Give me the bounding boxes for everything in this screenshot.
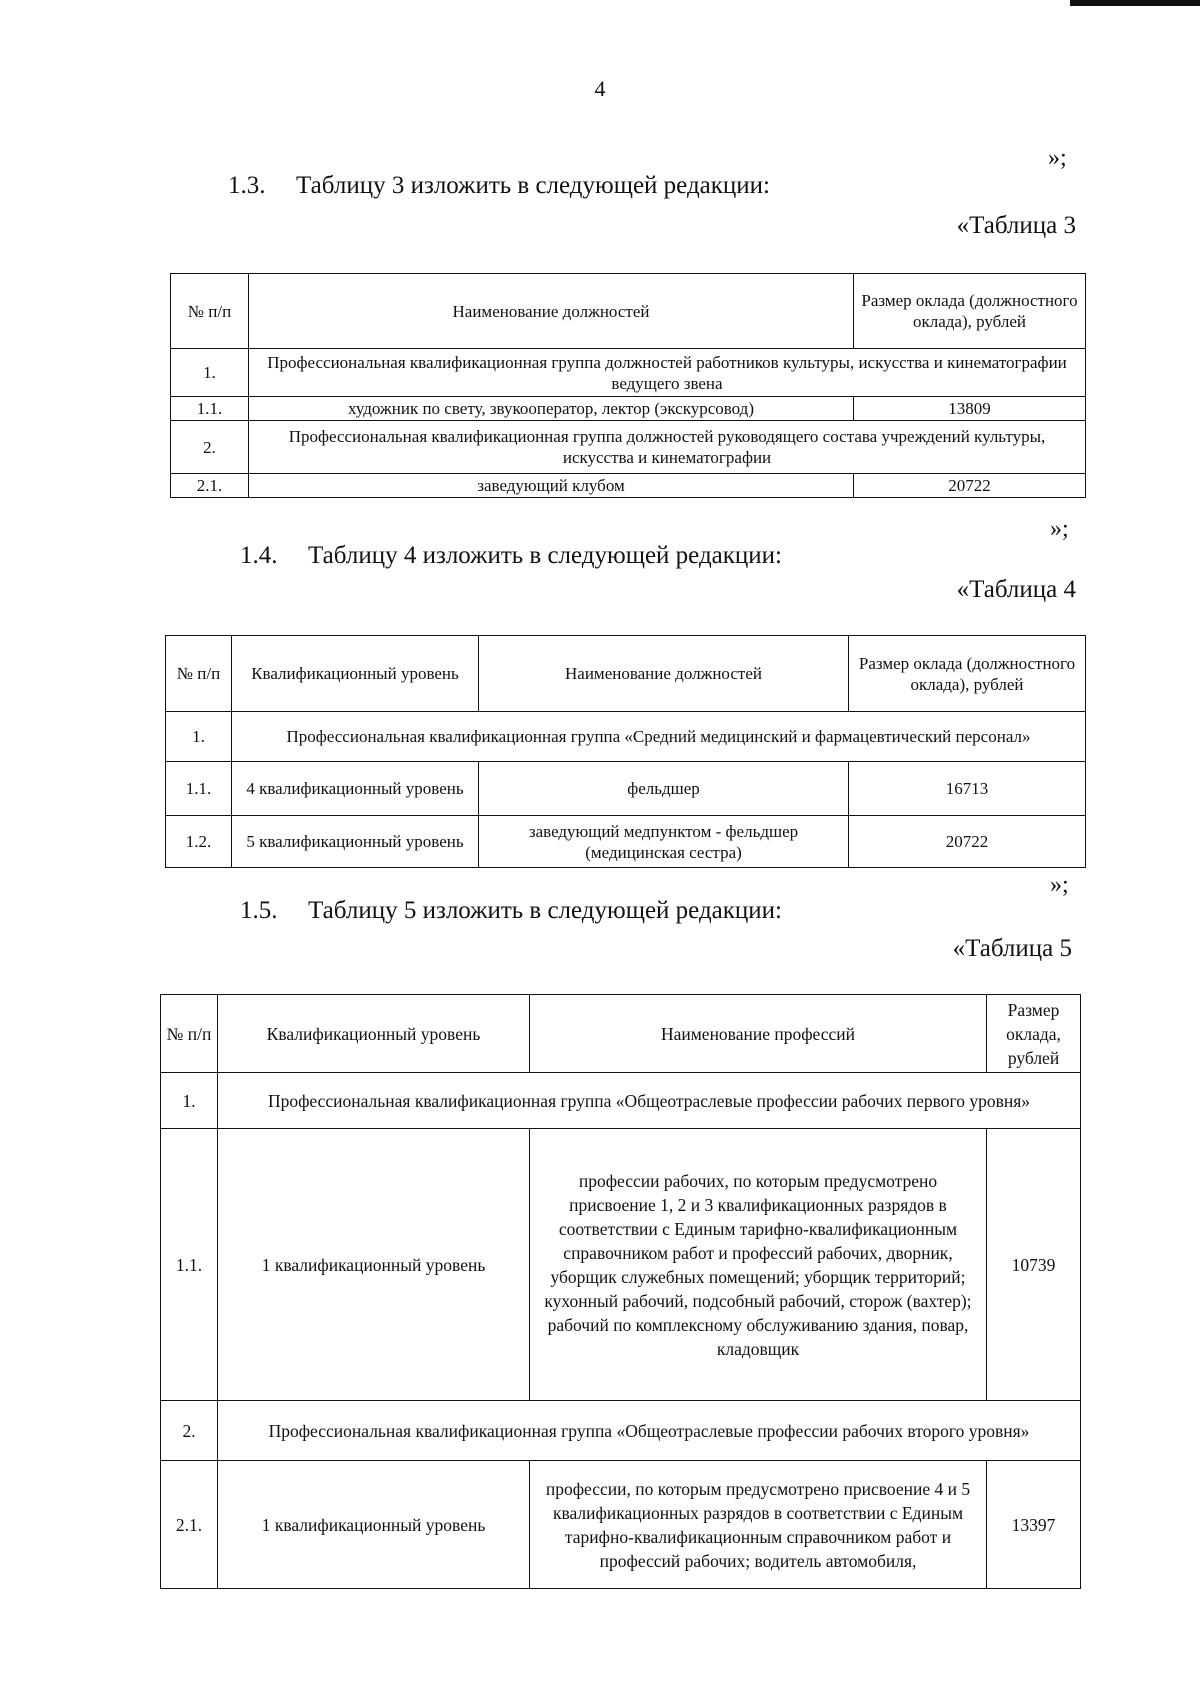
group-title: Профессиональная квалификационная группа «Общеотраслевые профессии рабочих первого уровня» [218,1073,1081,1129]
position-name: заведующий клубом [249,474,854,498]
qualification-level: 5 квалификационный уровень [232,816,479,868]
salary-value: 13809 [854,397,1086,421]
header-position-name: Наименование должностей [479,636,849,712]
header-number: № п/п [171,274,249,349]
quote-close-3: »; [1050,872,1069,898]
table-row-group [166,712,1086,762]
salary-value: 16713 [849,762,1086,816]
table-row [171,474,1086,498]
qualification-level: 1 квалификационный уровень [218,1129,530,1401]
section-title-1-3 [228,172,770,200]
position-name: фельдшер [479,762,849,816]
section-heading: Таблицу 4 изложить в следующей редакции: [308,542,782,569]
header-number: № п/п [161,995,218,1073]
position-name: заведующий медпунктом - фельдшер (медицинская сестра) [479,816,849,868]
table-caption-5: «Таблица 5 [952,935,1072,962]
table-5 [160,994,1081,1589]
row-number: 2. [161,1401,218,1461]
section-number: 1.5. [240,897,278,924]
section-number: 1.4. [240,542,278,569]
row-number: 1. [171,349,249,397]
row-number: 1. [161,1073,218,1129]
section-heading: Таблицу 5 изложить в следующей редакции: [308,897,782,924]
table-3 [170,273,1086,498]
section-title-1-5 [240,897,782,925]
header-salary: Размер оклада, рублей [987,995,1081,1073]
row-number: 2.1. [171,474,249,498]
table-row-group [171,349,1086,397]
row-number: 1.2. [166,816,232,868]
qualification-level: 1 квалификационный уровень [218,1461,530,1589]
group-title: Профессиональная квалификационная группа «Средний медицинский и фармацевтический персонал» [232,712,1086,762]
section-number: 1.3. [228,172,266,199]
row-number: 1. [166,712,232,762]
row-number: 1.1. [166,762,232,816]
header-salary: Размер оклада (должностного оклада), рублей [854,274,1086,349]
table-row [166,762,1086,816]
table-4 [165,635,1086,868]
salary-value: 20722 [849,816,1086,868]
salary-value: 10739 [987,1129,1081,1401]
header-position-name: Наименование должностей [249,274,854,349]
group-title: Профессиональная квалификационная группа должностей работников культуры, искусства и кинематографии ведущего звена [249,349,1086,397]
qualification-level: 4 квалификационный уровень [232,762,479,816]
page-number: 4 [594,76,606,101]
position-name: художник по свету, звукооператор, лектор (экскурсовод) [249,397,854,421]
section-title-1-4 [240,542,782,570]
table-row [161,1461,1081,1589]
header-number: № п/п [166,636,232,712]
table-row-group [161,1073,1081,1129]
scan-edge-mark [1070,0,1200,6]
table-row [161,1129,1081,1401]
table-caption-4: «Таблица 4 [956,576,1076,603]
profession-name: профессии рабочих, по которым предусмотрено присвоение 1, 2 и 3 квалификационных разрядов в соответствии с Единым тарифно-квалификационным справочником работ и профессий рабочих, дворник, уборщик служебных помещений; уборщик территорий; кухонный рабочий, подсобный рабочий, сторож (вахтер); рабочий по комплексному обслуживанию здания, повар, кладовщик [530,1129,987,1401]
group-title: Профессиональная квалификационная группа должностей руководящего состава учреждений культуры, искусства и кинематографии [249,421,1086,474]
table-row-group [161,1401,1081,1461]
row-number: 2. [171,421,249,474]
quote-close-1: »; [1048,145,1067,171]
table-caption-3: «Таблица 3 [956,212,1076,239]
salary-value: 20722 [854,474,1086,498]
table-header-row [161,995,1081,1073]
header-level: Квалификационный уровень [218,995,530,1073]
header-profession-name: Наименование профессий [530,995,987,1073]
table-header-row [166,636,1086,712]
row-number: 1.1. [161,1129,218,1401]
quote-close-2: »; [1050,516,1069,542]
header-salary: Размер оклада (должностного оклада), рублей [849,636,1086,712]
salary-value: 13397 [987,1461,1081,1589]
row-number: 1.1. [171,397,249,421]
profession-name: профессии, по которым предусмотрено присвоение 4 и 5 квалификационных разрядов в соответствии с Единым тарифно-квалификационным справочником работ и профессий рабочих; водитель автомобиля, [530,1461,987,1589]
table-row-group [171,421,1086,474]
header-level: Квалификационный уровень [232,636,479,712]
table-row [171,397,1086,421]
section-heading: Таблицу 3 изложить в следующей редакции: [296,172,770,199]
row-number: 2.1. [161,1461,218,1589]
table-header-row [171,274,1086,349]
group-title: Профессиональная квалификационная группа «Общеотраслевые профессии рабочих второго уровня» [218,1401,1081,1461]
table-row [166,816,1086,868]
